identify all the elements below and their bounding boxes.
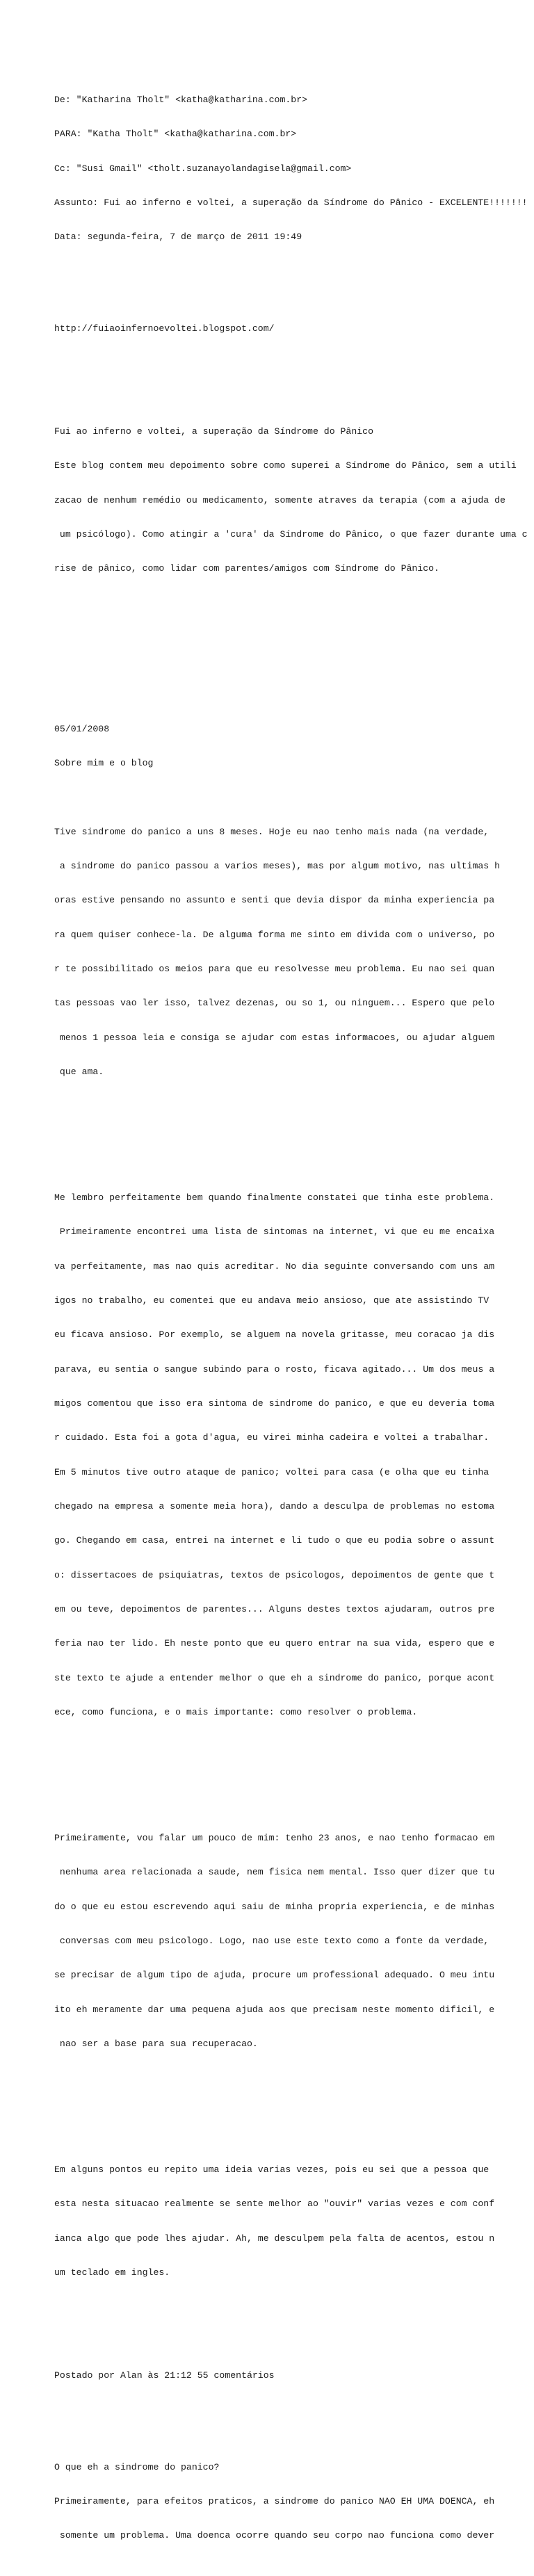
paragraph-line: oras estive pensando no assunto e senti que devia dispor da minha experiencia pa xyxy=(54,895,495,906)
paragraph-line: menos 1 pessoa leia e consiga se ajudar com estas informacoes, ou ajudar alguem xyxy=(54,1032,495,1043)
paragraph-line: que ama. xyxy=(54,1066,104,1077)
paragraph-line: a sindrome do panico passou a varios meses), mas por algum motivo, nas ultimas h xyxy=(54,860,501,871)
paragraph-line: se precisar de algum tipo de ajuda, procure um professional adequado. O meu intu xyxy=(54,1970,495,1981)
paragraph-line: nao ser a base para sua recuperacao. xyxy=(54,2039,258,2050)
paragraph-line: chegado na empresa a somente meia hora), dando a desculpa de problemas no estoma xyxy=(54,1501,495,1512)
intro-line: rise de pânico, como lidar com parentes/amigos com Síndrome do Pânico. xyxy=(54,563,439,574)
paragraph-line: o: dissertacoes de psiquiatras, textos de psicologos, depoimentos de gente que t xyxy=(54,1569,495,1580)
header-from: De: "Katharina Tholt" <katha@katharina.com.br> xyxy=(54,94,308,105)
post-paragraph-1 xyxy=(54,804,531,1101)
post-title: O que eh a sindrome do panico? xyxy=(54,2461,220,2472)
paragraph-line: parava, eu sentia o sangue subindo para o rosto, ficava agitado... Um dos meus a xyxy=(54,1363,495,1375)
paragraph-line: go. Chegando em casa, entrei na internet e li tudo o que eu podia sobre o assunt xyxy=(54,1535,495,1546)
email-document xyxy=(54,49,531,2576)
intro-line: Este blog contem meu depoimento sobre como superei a Síndrome do Pânico, sem a utili xyxy=(54,460,517,471)
blog-link[interactable]: http://fuiaoinfernoevoltei.blogspot.com/ xyxy=(54,323,275,334)
post-paragraph-3 xyxy=(54,1810,531,2073)
paragraph-line: Me lembro perfeitamente bem quando finalmente constatei que tinha este problema. xyxy=(54,1192,495,1203)
paragraph-line: Primeiramente, vou falar um pouco de mim: tenho 23 anos, e nao tenho formacao em xyxy=(54,1833,495,1844)
intro-line: zacao de nenhum remédio ou medicamento, somente atraves da terapia (com a ajuda de xyxy=(54,494,505,505)
post-1 xyxy=(54,701,531,2405)
paragraph-line: migos comentou que isso era sintoma de sindrome do panico, e que eu deveria toma xyxy=(54,1398,495,1409)
intro-line: um psicólogo). Como atingir a 'cura' da Síndrome do Pânico, o que fazer durante uma c xyxy=(54,528,528,540)
header-to: PARA: "Katha Tholt" <katha@katharina.com.br> xyxy=(54,129,297,140)
paragraph-line: ece, como funciona, e o mais importante: como resolver o problema. xyxy=(54,1707,418,1718)
header-cc: Cc: "Susi Gmail" <tholt.suzanayolandagisela@gmail.com> xyxy=(54,163,352,174)
paragraph-line: somente um problema. Uma doenca ocorre quando seu corpo nao funciona como dever xyxy=(54,2530,495,2541)
paragraph-line: igos no trabalho, eu comentei que eu andava meio ansioso, que ate assistindo TV xyxy=(54,1295,490,1306)
blog-intro xyxy=(54,403,531,598)
paragraph-line: tas pessoas vao ler isso, talvez dezenas, ou so 1, ou ninguem... Espero que pelo xyxy=(54,998,495,1009)
paragraph-line: Primeiramente encontrei uma lista de sintomas na internet, vi que eu me encaixa xyxy=(54,1226,495,1238)
paragraph-line: eu ficava ansioso. Por exemplo, se alguem na novela gritasse, meu coracao ja dis xyxy=(54,1329,495,1340)
paragraph-line: feria nao ter lido. Eh neste ponto que eu quero entrar na sua vida, espero que e xyxy=(54,1638,495,1649)
paragraph-line: Em alguns pontos eu repito uma ideia varias vezes, pois eu sei que a pessoa que xyxy=(54,2164,490,2176)
paragraph-line: Primeiramente, para efeitos praticos, a sindrome do panico NAO EH UMA DOENCA, eh xyxy=(54,2496,495,2507)
paragraph-line: va perfeitamente, mas nao quis acreditar. No dia seguinte conversando com uns am xyxy=(54,1261,495,1272)
post-2 xyxy=(54,2439,531,2565)
paragraph-line: Em 5 minutos tive outro ataque de panico; voltei para casa (e olha que eu tinha xyxy=(54,1466,490,1477)
post-footer: Postado por Alan às 21:12 55 comentários xyxy=(54,2370,275,2381)
paragraph-line: Tive sindrome do panico a uns 8 meses. Hoje eu nao tenho mais nada (na verdade, xyxy=(54,826,490,837)
blog-title: Fui ao inferno e voltei, a superação da Síndrome do Pânico xyxy=(54,426,373,437)
paragraph-line: ito eh meramente dar uma pequena ajuda aos que precisam neste momento dificil, e xyxy=(54,2004,495,2015)
paragraph-line: r cuidado. Esta foi a gota d'agua, eu virei minha cadeira e voltei a trabalhar. xyxy=(54,1432,490,1443)
paragraph-line: ra quem quiser conhece-la. De alguma forma me sinto em divida com o universo, po xyxy=(54,929,495,940)
paragraph-line: r te possibilitado os meios para que eu resolvesse meu problema. Eu nao sei quan xyxy=(54,963,495,974)
paragraph-line: em ou teve, depoimentos de parentes... Alguns destes textos ajudaram, outros pre xyxy=(54,1604,495,1615)
header-date: Data: segunda-feira, 7 de março de 2011 19:49 xyxy=(54,232,302,243)
paragraph-line: ianca algo que pode lhes ajudar. Ah, me desculpem pela falta de acentos, estou n xyxy=(54,2233,495,2244)
paragraph-line: esta nesta situacao realmente se sente melhor ao "ouvir" varias vezes e com conf xyxy=(54,2198,495,2210)
post-date: 05/01/2008 xyxy=(54,723,110,734)
post-paragraph-2 xyxy=(54,1169,531,1741)
paragraph-line: conversas com meu psicologo. Logo, nao use este texto como a fonte da verdade, xyxy=(54,1936,490,1947)
post-title: Sobre mim e o blog xyxy=(54,757,154,768)
paragraph-line: do o que eu estou escrevendo aqui saiu de minha propria experiencia, e de minhas xyxy=(54,1901,495,1912)
header-subject: Assunto: Fui ao inferno e voltei, a superação da Síndrome do Pânico - EXCELENTE!!!!!!! xyxy=(54,197,528,208)
paragraph-line: nenhuma area relacionada a saude, nem fisica nem mental. Isso quer dizer que tu xyxy=(54,1867,495,1878)
paragraph-line: um teclado em ingles. xyxy=(54,2267,170,2278)
post-paragraph-4 xyxy=(54,2141,531,2301)
email-header xyxy=(54,72,531,266)
paragraph-line: ste texto te ajude a entender melhor o que eh a sindrome do panico, porque acont xyxy=(54,1672,495,1683)
